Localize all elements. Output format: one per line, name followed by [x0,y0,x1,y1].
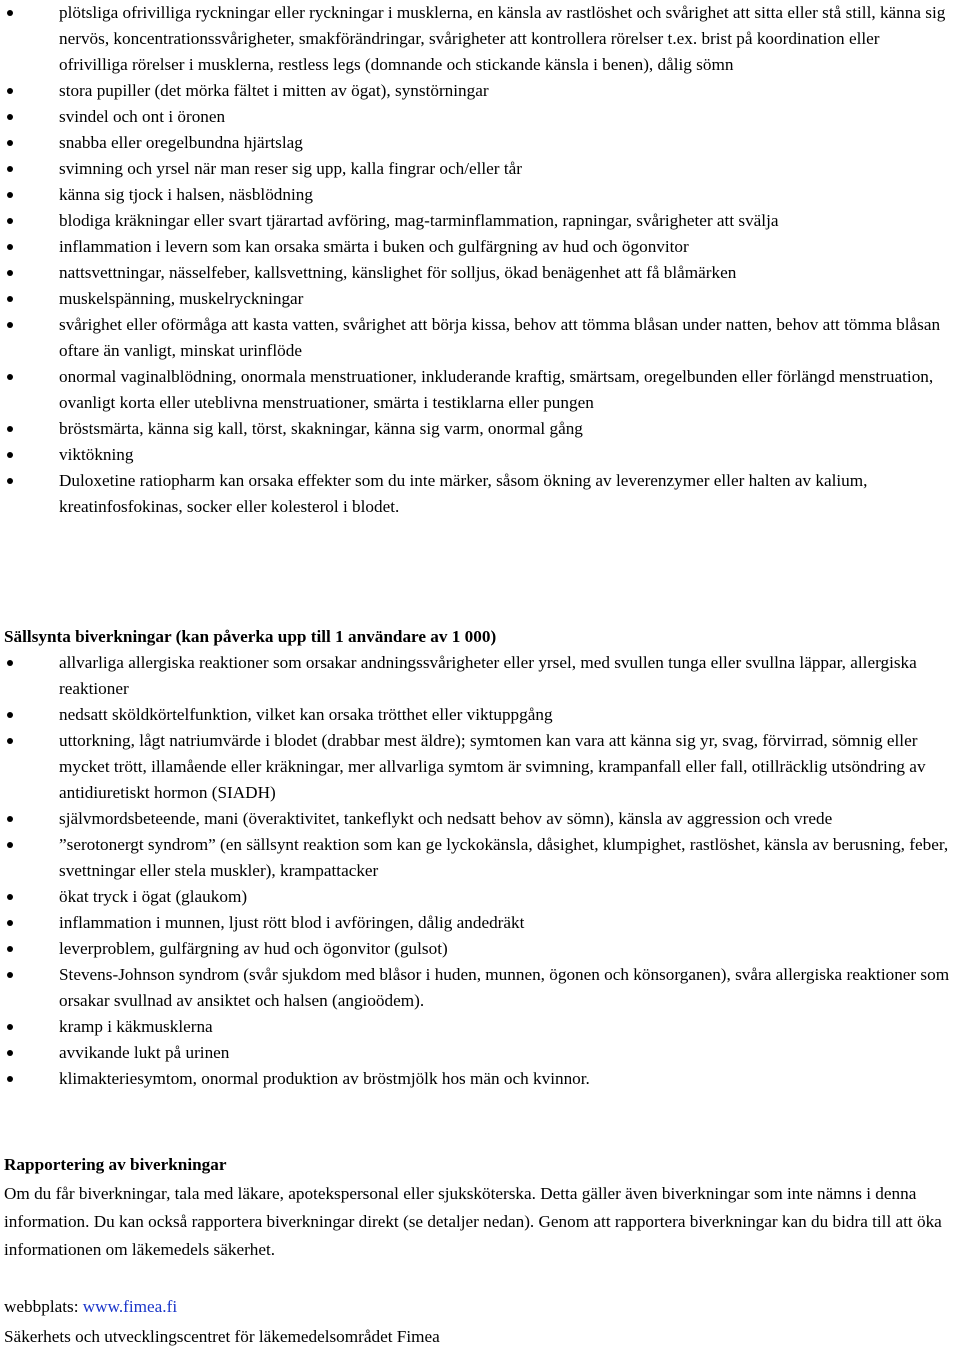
list-item: onormal vaginalblödning, onormala menstruationer, inkluderande kraftig, smärtsam, oregelbunden eller förlängd menstruation, ovanligt korta eller uteblivna menstruationer, smärta i testiklarna eller pungen [0,364,956,416]
list-item: muskelspänning, muskelryckningar [0,286,956,312]
website-label: webbplats: [4,1297,79,1316]
section-heading-reporting: Rapportering av biverkningar [4,1155,227,1174]
list-item: plötsliga ofrivilliga ryckningar eller ryckningar i musklerna, en känsla av rastlöshet och svårighet att sitta eller stå still, känna sig nervös, koncentrationssvårigheter, smakförändringar, svårigheter att kontrollera rörelser t.ex. brist på koordination eller ofrivilliga rörelser i musklerna, restless legs (domnande och stickande känsla i benen), dålig sömn [0,0,956,78]
list-item: uttorkning, lågt natriumvärde i blodet (drabbar mest äldre); symtomen kan vara att känna sig yr, svag, förvirrad, sömnig eller mycket trött, illamående eller kräkningar, mer allvarliga symtom är svimning, krampanfall eller fall, otillräcklig utsöndring av antidiuretiskt hormon (SIADH) [0,728,956,806]
list-item: allvarliga allergiska reaktioner som orsakar andningssvårigheter eller yrsel, med svullen tunga eller svullna läppar, allergiska reaktioner [0,650,956,702]
side-effects-list-common [0,0,956,520]
website-link[interactable]: www.fimea.fi [82,1297,178,1316]
list-item: kramp i käkmusklerna [0,1014,956,1040]
list-item: nedsatt sköldkörtelfunktion, vilket kan orsaka trötthet eller viktuppgång [0,702,956,728]
list-item: känna sig tjock i halsen, näsblödning [0,182,956,208]
list-item: inflammation i levern som kan orsaka smärta i buken och gulfärgning av hud och ögonvitor [0,234,956,260]
list-item: blodiga kräkningar eller svart tjärartad avföring, mag-tarminflammation, rapningar, svårigheter att svälja [0,208,956,234]
reporting-paragraph: Om du får biverkningar, tala med läkare, apotekspersonal eller sjuksköterska. Detta gäller även biverkningar som inte nämns i denna information. Du kan också rapportera biverkningar direkt (se detaljer nedan). Genom att rapportera biverkningar kan du bidra till att öka informationen om läkemedels säkerhet. [4,1184,942,1259]
list-item: Stevens-Johnson syndrom (svår sjukdom med blåsor i huden, munnen, ögonen och könsorganen), svåra allergiska reaktioner som orsakar svullnad av ansiktet och halsen (angioödem). [0,962,956,1014]
list-item: bröstsmärta, känna sig kall, törst, skakningar, känna sig varm, onormal gång [0,416,956,442]
list-item: svimning och yrsel när man reser sig upp, kalla fingrar och/eller tår [0,156,956,182]
list-item: inflammation i munnen, ljust rött blod i avföringen, dålig andedräkt [0,910,956,936]
side-effects-list-rare [0,650,956,1092]
list-item: Duloxetine ratiopharm kan orsaka effekter som du inte märker, såsom ökning av leverenzymer eller halten av kalium, kreatinfosfokinas, socker eller kolesterol i blodet. [0,468,956,520]
list-item: nattsvettningar, nässelfeber, kallsvettning, känslighet för solljus, ökad benägenhet att få blåmärken [0,260,956,286]
list-item: svindel och ont i öronen [0,104,956,130]
list-item: självmordsbeteende, mani (överaktivitet, tankeflykt och nedsatt behov av sömn), känsla av aggression och vrede [0,806,956,832]
list-item: ökat tryck i ögat (glaukom) [0,884,956,910]
list-item: ”serotonergt syndrom” (en sällsynt reaktion som kan ge lyckokänsla, dåsighet, klumpighet, rastlöshet, känsla av berusning, feber, svettningar eller stela muskler), krampattacker [0,832,956,884]
list-item: snabba eller oregelbundna hjärtslag [0,130,956,156]
organization-name: Säkerhets och utvecklingscentret för läkemedelsområdet Fimea [4,1327,440,1346]
list-item: leverproblem, gulfärgning av hud och ögonvitor (gulsot) [0,936,956,962]
list-item: svårighet eller oförmåga att kasta vatten, svårighet att börja kissa, behov att tömma blåsan under natten, behov att tömma blåsan oftare än vanligt, minskat urinflöde [0,312,956,364]
list-item: klimakteriesymtom, onormal produktion av bröstmjölk hos män och kvinnor. [0,1066,956,1092]
section-heading-rare: Sällsynta biverkningar (kan påverka upp till 1 användare av 1 000) [4,627,497,646]
list-item: viktökning [0,442,956,468]
list-item: stora pupiller (det mörka fältet i mitten av ögat), synstörningar [0,78,956,104]
list-item: avvikande lukt på urinen [0,1040,956,1066]
website-line [4,1294,177,1320]
